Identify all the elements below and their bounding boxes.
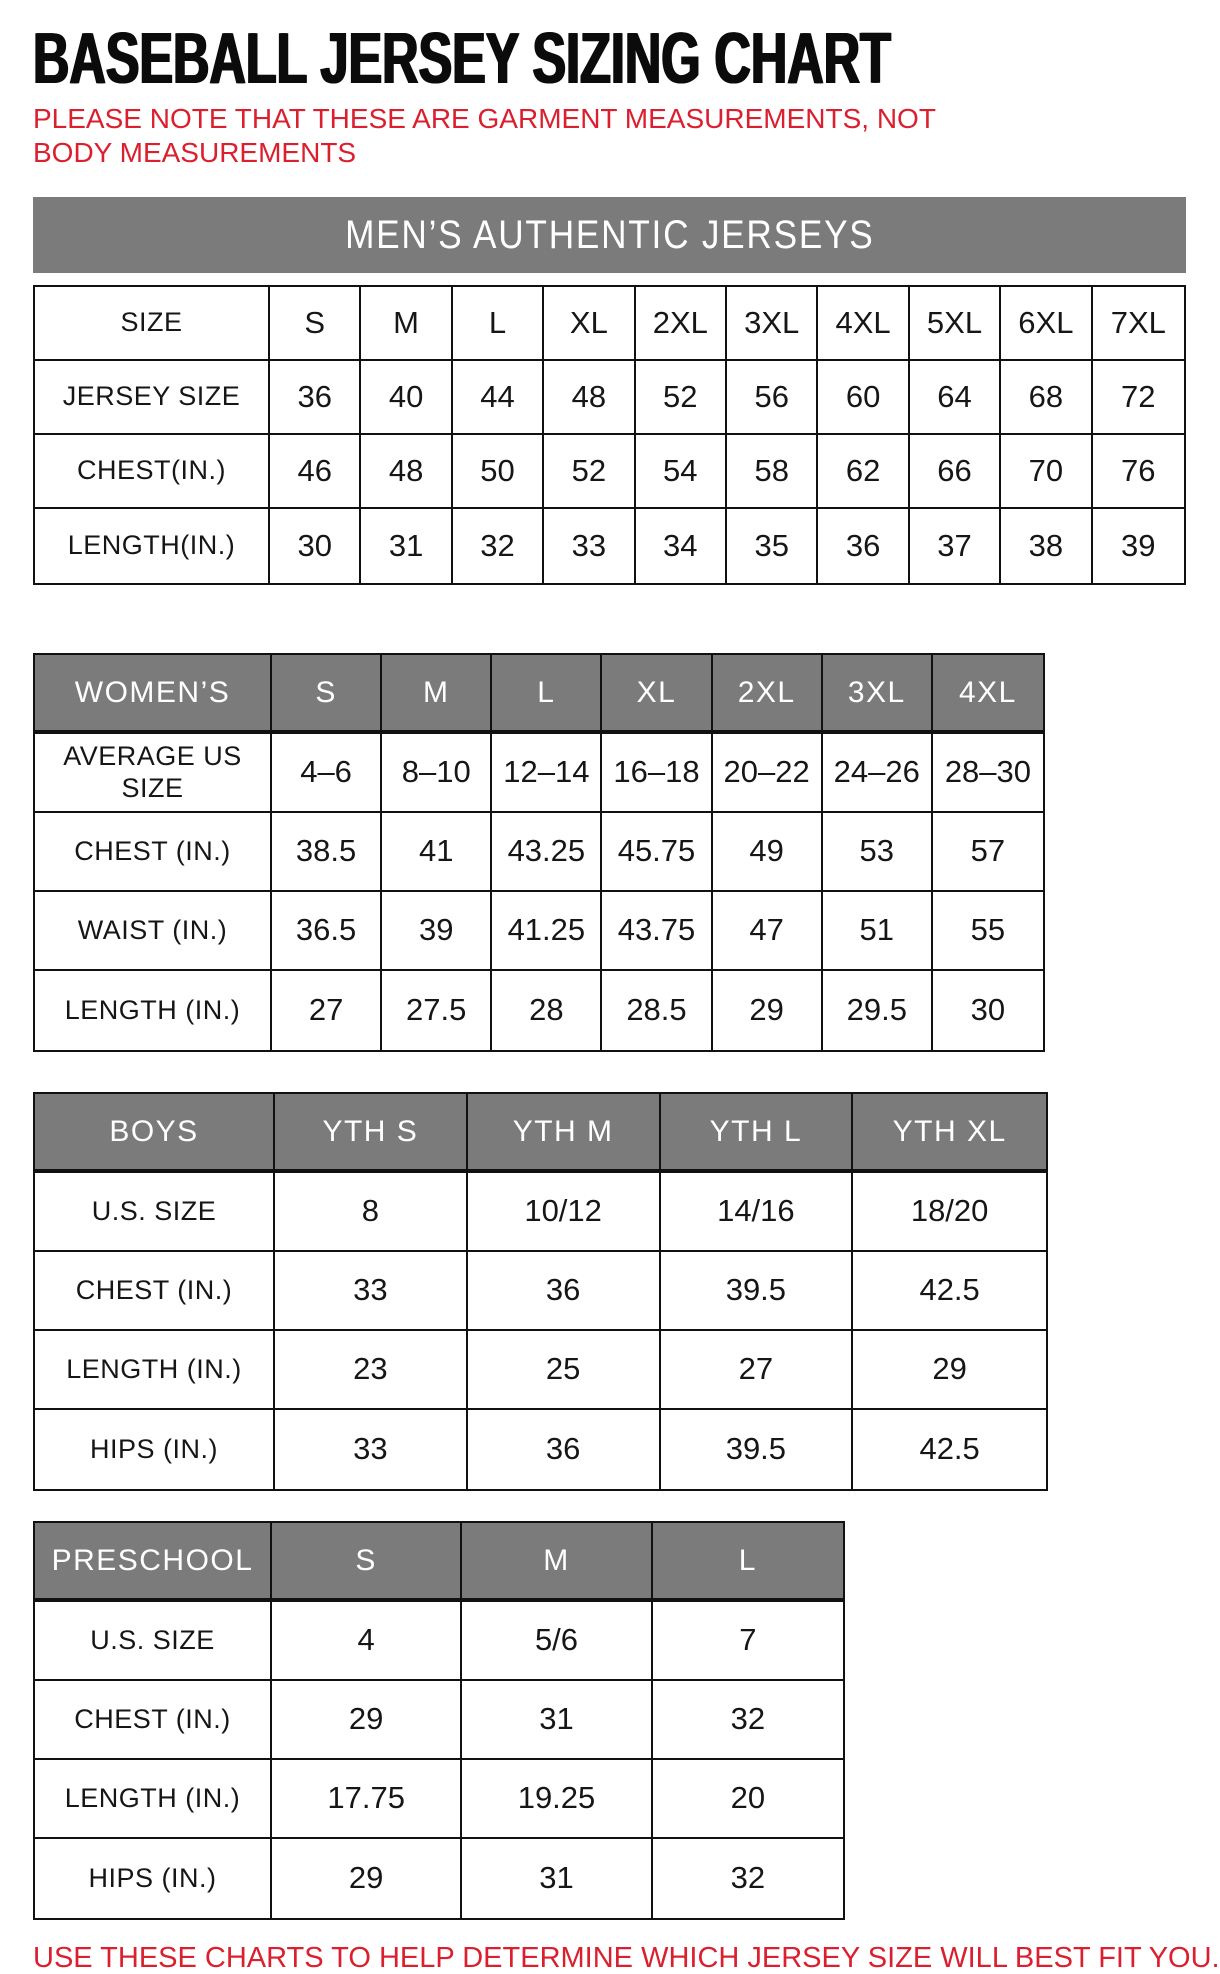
table-cell: 30 (970, 992, 1006, 1028)
mens-table-banner (33, 197, 1186, 273)
column-header: 4XL (818, 287, 909, 361)
table-cell: 20 (653, 1760, 843, 1839)
row-label: CHEST (IN.) (35, 813, 272, 892)
table-cell: 47 (713, 892, 823, 971)
table-cell: 56 (727, 361, 818, 435)
table-cell: 52 (544, 435, 635, 509)
column-header: L (653, 1523, 843, 1602)
table-cell: 29 (853, 1331, 1046, 1410)
table-cell: 18/20 (853, 1173, 1046, 1252)
table-cell: 70 (1001, 435, 1092, 509)
table-cell: 23 (275, 1331, 468, 1410)
column-header: S (272, 655, 382, 734)
table-cell: 38 (1001, 509, 1092, 583)
column-header: S (272, 1523, 462, 1602)
column-header: L (453, 287, 544, 361)
header-row-label: WOMEN’S (35, 655, 272, 734)
header-row-label: BOYS (35, 1094, 275, 1173)
table-cell: 41 (382, 813, 492, 892)
column-header: S (270, 287, 361, 361)
table-cell: 34 (636, 509, 727, 583)
table-cell: 5/6 (462, 1602, 652, 1681)
table-cell: 28.5 (602, 971, 712, 1050)
column-header: M (361, 287, 452, 361)
table-cell: 19.25 (462, 1760, 652, 1839)
row-label: U.S. SIZE (35, 1173, 275, 1252)
table-cell: 64 (910, 361, 1001, 435)
table-cell: 39 (382, 892, 492, 971)
table-cell: 49 (713, 813, 823, 892)
column-header: XL (602, 655, 712, 734)
column-header: XL (544, 287, 635, 361)
table-cell: 33 (275, 1410, 468, 1489)
row-label: CHEST(IN.) (35, 435, 270, 509)
table-cell: 39 (1121, 527, 1156, 563)
table-cell: 32 (453, 509, 544, 583)
garment-measurements-note: PLEASE NOTE THAT THESE ARE GARMENT MEASUREMENTS, NOT BODY MEASUREMENTS (33, 103, 936, 168)
column-header: L (492, 655, 602, 734)
table-cell: 29 (272, 1839, 462, 1918)
table-cell: 12–14 (492, 734, 602, 813)
table-cell: 46 (270, 435, 361, 509)
table-cell: 50 (453, 435, 544, 509)
table-cell: 16–18 (602, 734, 712, 813)
mens-table-title: MEN’S AUTHENTIC JERSEYS (344, 212, 875, 257)
table-cell: 28–30 (933, 734, 1043, 813)
table-cell: 48 (361, 435, 452, 509)
column-header: YTH M (468, 1094, 661, 1173)
table-cell: 10/12 (468, 1173, 661, 1252)
table-cell: 37 (910, 509, 1001, 583)
table-cell: 14/16 (661, 1173, 854, 1252)
column-header: YTH L (661, 1094, 854, 1173)
table-cell: 36 (270, 361, 361, 435)
row-label: AVERAGE US SIZE (35, 734, 272, 813)
column-header: M (382, 655, 492, 734)
table-cell: 62 (818, 435, 909, 509)
column-header: 2XL (713, 655, 823, 734)
table-cell: 27 (272, 971, 382, 1050)
table-cell: 30 (270, 509, 361, 583)
table-cell: 52 (636, 361, 727, 435)
column-header: 3XL (727, 287, 818, 361)
preschool-sizing-table (33, 1521, 845, 1920)
table-cell: 36 (468, 1252, 661, 1331)
table-cell: 36.5 (272, 892, 382, 971)
row-label: U.S. SIZE (35, 1602, 272, 1681)
table-cell: 8–10 (382, 734, 492, 813)
table-cell: 58 (727, 435, 818, 509)
table-cell: 27.5 (382, 971, 492, 1050)
table-cell: 29 (713, 971, 823, 1050)
header-row-label: SIZE (35, 287, 270, 361)
row-label: WAIST (IN.) (35, 892, 272, 971)
table-cell: 45.75 (602, 813, 712, 892)
column-header: M (462, 1523, 652, 1602)
row-label: LENGTH (IN.) (35, 1760, 272, 1839)
table-cell: 27 (661, 1331, 854, 1410)
table-cell: 40 (361, 361, 452, 435)
table-cell: 39.5 (661, 1252, 854, 1331)
column-header: YTH S (275, 1094, 468, 1173)
table-cell: 17.75 (272, 1760, 462, 1839)
row-label: LENGTH (IN.) (35, 971, 272, 1050)
table-cell: 43.75 (602, 892, 712, 971)
mens-sizing-table (33, 285, 1186, 585)
table-cell: 54 (636, 435, 727, 509)
womens-sizing-table (33, 653, 1045, 1052)
table-cell: 31 (462, 1681, 652, 1760)
table-cell: 38.5 (272, 813, 382, 892)
table-cell: 44 (453, 361, 544, 435)
row-label: HIPS (IN.) (35, 1410, 275, 1489)
table-cell: 41.25 (492, 892, 602, 971)
row-label: HIPS (IN.) (35, 1839, 272, 1918)
row-label: LENGTH (IN.) (35, 1331, 275, 1410)
table-cell: 51 (823, 892, 933, 971)
table-cell: 32 (653, 1681, 843, 1760)
table-cell: 53 (823, 813, 933, 892)
table-cell: 29.5 (823, 971, 933, 1050)
table-cell: 7 (653, 1602, 843, 1681)
column-header: 4XL (933, 655, 1043, 734)
table-cell: 20–22 (713, 734, 823, 813)
table-cell: 32 (730, 1860, 766, 1896)
column-header: 7XL (1093, 287, 1184, 361)
table-cell: 76 (1093, 435, 1184, 509)
table-cell: 8 (275, 1173, 468, 1252)
table-cell: 28 (492, 971, 602, 1050)
table-cell: 42.5 (853, 1252, 1046, 1331)
table-cell: 57 (933, 813, 1043, 892)
table-cell: 4 (272, 1602, 462, 1681)
table-cell: 39.5 (661, 1410, 854, 1489)
row-label: LENGTH(IN.) (35, 509, 270, 583)
table-cell: 36 (818, 509, 909, 583)
column-header: 6XL (1001, 287, 1092, 361)
table-cell: 33 (275, 1252, 468, 1331)
table-cell: 29 (272, 1681, 462, 1760)
table-cell: 42.5 (919, 1431, 980, 1467)
column-header: 5XL (910, 287, 1001, 361)
row-label: CHEST (IN.) (35, 1252, 275, 1331)
column-header: 2XL (636, 287, 727, 361)
column-header: YTH XL (853, 1094, 1046, 1173)
table-cell: 43.25 (492, 813, 602, 892)
table-cell: 35 (727, 509, 818, 583)
row-label: CHEST (IN.) (35, 1681, 272, 1760)
page-title: BASEBALL JERSEY SIZING CHART (33, 19, 891, 99)
table-cell: 25 (468, 1331, 661, 1410)
table-cell: 60 (818, 361, 909, 435)
table-cell: 4–6 (272, 734, 382, 813)
table-cell: 48 (544, 361, 635, 435)
column-header: 3XL (823, 655, 933, 734)
row-label: JERSEY SIZE (35, 361, 270, 435)
table-cell: 72 (1093, 361, 1184, 435)
table-cell: 68 (1001, 361, 1092, 435)
table-cell: 31 (462, 1839, 652, 1918)
header-row-label: PRESCHOOL (35, 1523, 272, 1602)
table-cell: 33 (544, 509, 635, 583)
table-cell: 66 (910, 435, 1001, 509)
boys-sizing-table (33, 1092, 1048, 1491)
table-cell: 31 (361, 509, 452, 583)
table-cell: 55 (933, 892, 1043, 971)
table-cell: 36 (468, 1410, 661, 1489)
table-cell: 24–26 (823, 734, 933, 813)
fit-advice-footer: USE THESE CHARTS TO HELP DETERMINE WHICH JERSEY SIZE WILL BEST FIT YOU. (33, 1942, 1220, 1974)
